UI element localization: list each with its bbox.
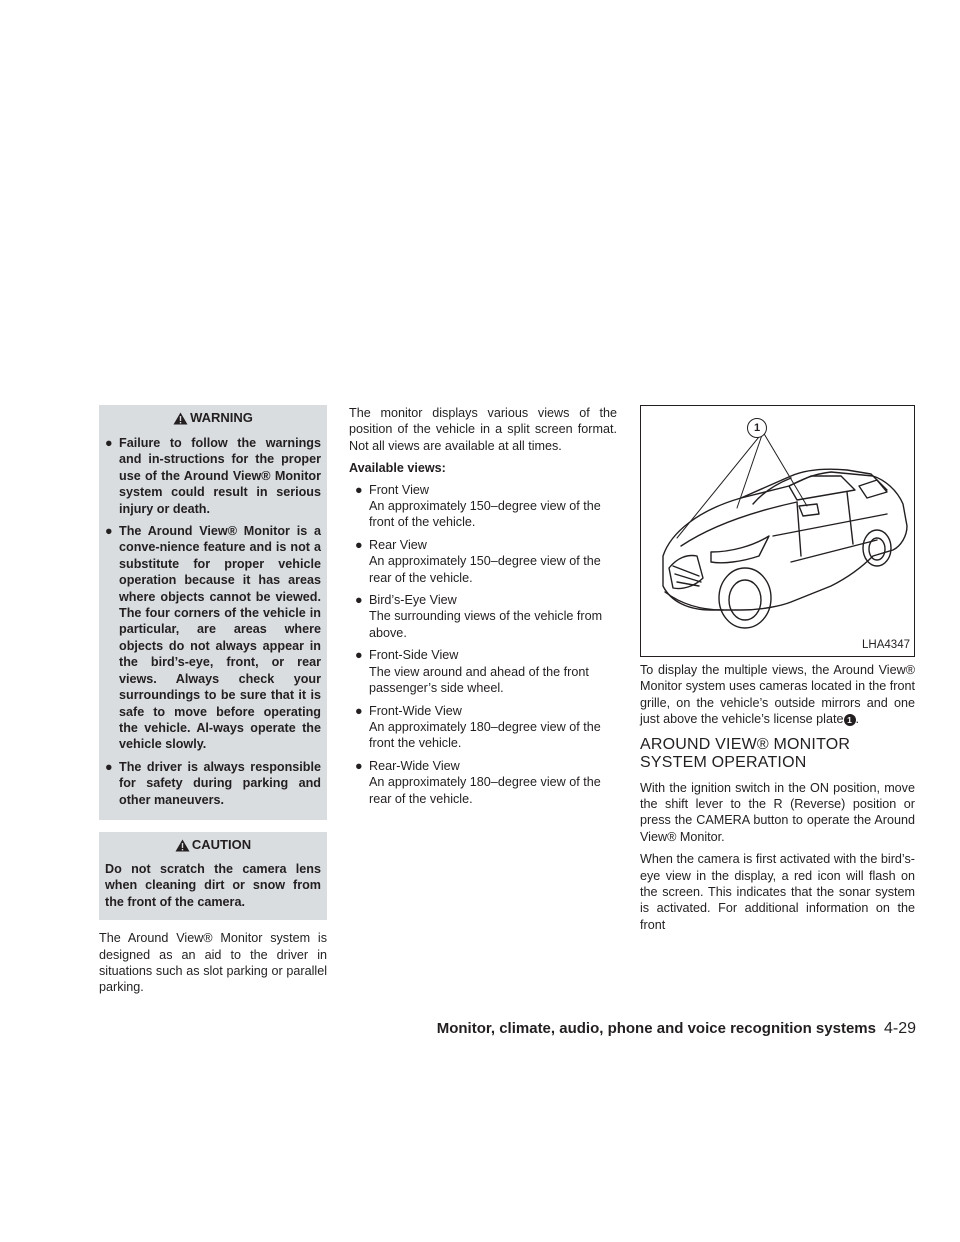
page-footer [426, 1020, 916, 1038]
list-item: ● Rear View An approximately 150–degree view of the rear of the vehicle. [355, 537, 617, 586]
view-desc: The surrounding views of the vehicle from above. [369, 609, 603, 640]
caution-box [99, 832, 327, 920]
caution-triangle-icon [175, 839, 190, 852]
view-name: Front-Wide View [369, 703, 462, 718]
operation-paragraph: With the ignition switch in the ON position, move the shift lever to the R (Reverse) position or press the CAMERA button to operate the Around View® Monitor. [640, 780, 915, 844]
list-item: ● Front View An approximately 150–degree view of the front of the vehicle. [355, 482, 617, 531]
callout-ref-icon: 1 [844, 714, 856, 726]
warning-title: WARNING [190, 410, 253, 426]
cameras-paragraph: To display the multiple views, the Around View® Monitor system uses cameras located in the front grille, on the vehicle’s outside mirrors and one just above the vehicle’s license plate 1 . [640, 663, 915, 727]
view-desc: An approximately 150–degree view of the rear of the vehicle. [369, 554, 601, 585]
vehicle-illustration [641, 406, 914, 656]
warning-item: ● The Around View® Monitor is a conve-nience feature and is not a substitute for proper vehicle operation because it has areas where objects cannot be viewed. The four corners of the vehicle in particular, are areas where objects do not always appear in the bird’s-eye, front, or rear views. Always check your surroundings to be sure that it is safe to move before operating the vehicle. Al-ways operate the vehicle slowly. [105, 524, 321, 752]
activation-paragraph: When the camera is first activated with the bird’s-eye view in the display, a red icon will flash on the screen. This indicates that the sonar system is activated. For additional information on the front [640, 852, 915, 932]
intro-paragraph: The Around View® Monitor system is designed as an aid to the driver in situations such as slot parking or parallel parking. [99, 931, 327, 995]
page-number: 4-29 [883, 1020, 916, 1037]
caution-title: CAUTION [191, 837, 252, 853]
right-column [640, 405, 915, 939]
view-name: Rear View [369, 537, 427, 552]
view-name: Front-Side View [369, 648, 459, 663]
view-desc: An approximately 180–degree view of the rear of the vehicle. [369, 775, 601, 806]
figure-code: LHA4347 [862, 638, 910, 651]
camera-location-figure [640, 405, 915, 657]
view-name: Bird’s-Eye View [369, 593, 457, 608]
warning-item: ● Failure to follow the warnings and in-structions for the proper use of the Around View® Monitor system could result in serious injury or death. [105, 436, 321, 516]
view-desc: An approximately 180–degree view of the front the vehicle. [369, 719, 601, 751]
footer-section-title: Monitor, climate, audio, phone and voice recognition systems [436, 1020, 876, 1037]
monitor-paragraph: The monitor displays various views of the position of the vehicle in a split screen format. Not all views are available at all times. [349, 406, 617, 453]
view-desc: The view around and ahead of the front passenger’s side wheel. [369, 664, 589, 696]
views-heading: Available views: [349, 461, 446, 476]
middle-column [349, 405, 617, 813]
list-item: ● Rear-Wide View An approximately 180–degree view of the rear of the vehicle. [355, 758, 617, 807]
caution-text: Do not scratch the camera lens when cleaning dirt or snow from the front of the camera. [105, 861, 321, 909]
list-item: ● Bird’s-Eye View The surrounding views of the vehicle from above. [355, 592, 617, 641]
list-item: ● Front-Wide View An approximately 180–degree view of the front the vehicle. [355, 703, 617, 752]
left-column [99, 405, 327, 1002]
section-heading: AROUND VIEW® MONITOR SYSTEM OPERATION [640, 735, 851, 771]
warning-triangle-icon [173, 412, 188, 425]
view-name: Front View [369, 482, 429, 497]
views-list [349, 482, 617, 807]
view-name: Rear-Wide View [369, 758, 460, 773]
list-item: ● Front-Side View The view around and ahead of the front passenger’s side wheel. [355, 647, 617, 696]
callout-marker: 1 [747, 418, 767, 438]
warning-item: ● The driver is always responsible for safety during parking and other maneuvers. [105, 759, 321, 807]
warning-box [99, 405, 327, 820]
view-desc: An approximately 150–degree view of the front of the vehicle. [369, 499, 601, 530]
